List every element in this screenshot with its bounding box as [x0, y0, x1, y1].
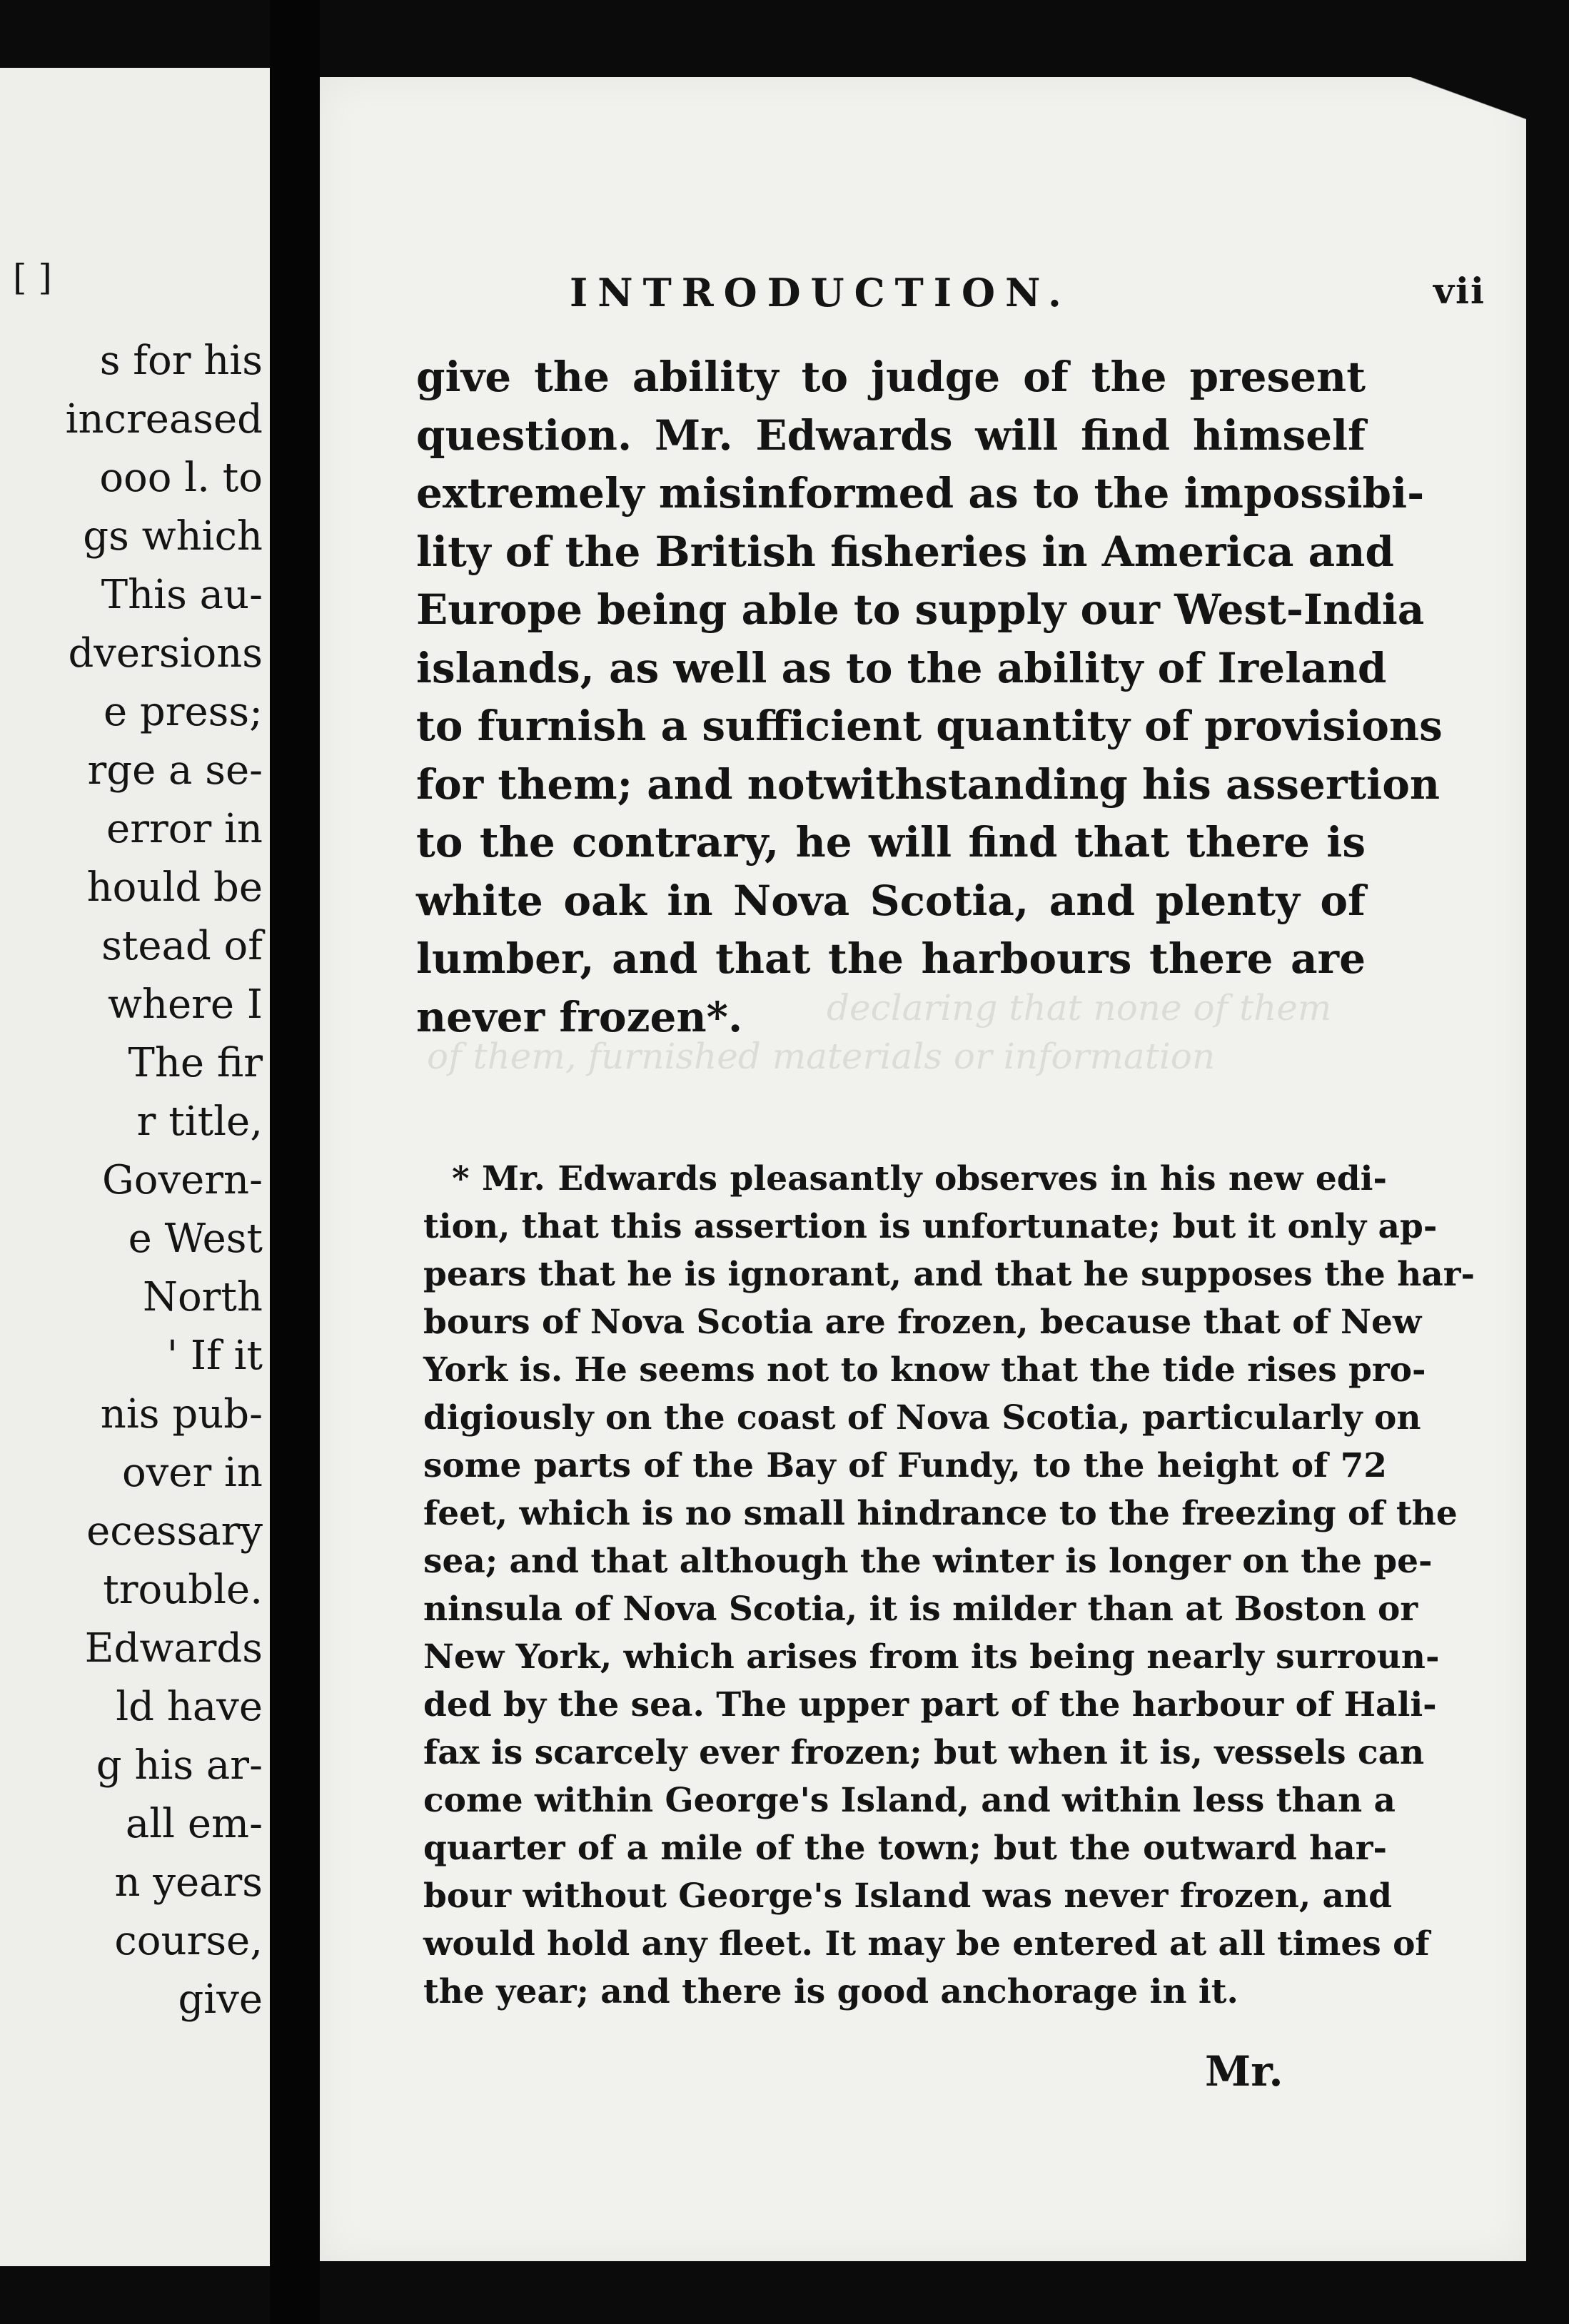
body-line: to the contrary, he will find that there is	[416, 818, 1366, 867]
left-line: ld have	[116, 1684, 263, 1730]
left-line: The fir	[128, 1040, 263, 1086]
footnote-line: feet, which is no small hindrance to the freezing of the	[423, 1494, 1458, 1533]
left-line: rge a se-	[87, 747, 263, 794]
left-line: give	[178, 1976, 263, 2023]
footnote-line: * Mr. Edwards pleasantly observes in his new edi-	[452, 1159, 1387, 1198]
footnote-line: fax is scarcely ever frozen; but when it is, vessels can	[423, 1733, 1425, 1772]
left-line: Govern-	[102, 1157, 263, 1203]
left-line: ecessary	[86, 1508, 263, 1555]
left-line: ' If it	[166, 1333, 263, 1379]
left-page-header: [ ]	[13, 257, 52, 298]
facing-page-left	[0, 68, 270, 2266]
left-line: hould be	[86, 864, 263, 911]
body-line: extremely misinformed as to the impossibi-	[416, 469, 1425, 517]
body-line: give the ability to judge of the present	[416, 353, 1366, 401]
footnote-line: New York, which arises from its being nearly surroun-	[423, 1637, 1440, 1677]
footnote	[423, 1155, 1475, 2016]
body-line: never frozen*.	[416, 992, 743, 1041]
body-line: white oak in Nova Scotia, and plenty of	[416, 876, 1366, 925]
body-line: lumber, and that the harbours there are	[416, 934, 1366, 983]
left-line: where I	[108, 981, 263, 1028]
left-line: all em-	[125, 1801, 263, 1847]
left-line: e West	[128, 1216, 263, 1262]
body-line: to furnish a sufficient quantity of provisions	[416, 702, 1443, 750]
left-line: error in	[106, 806, 263, 852]
show-through-line: declaring that none of them	[827, 987, 1332, 1029]
left-line: nis pub-	[100, 1391, 263, 1438]
page-number: vii	[1433, 270, 1486, 312]
page-corner-curl	[1398, 77, 1526, 134]
left-page-text	[66, 332, 263, 2029]
book-gutter	[270, 0, 320, 2324]
left-line: This au-	[101, 572, 263, 618]
body-line: Europe being able to supply our West-India	[416, 585, 1425, 634]
left-line: North	[142, 1274, 263, 1320]
left-line: r title,	[136, 1098, 263, 1145]
body-line: lity of the British fisheries in America and	[416, 527, 1394, 576]
footnote-line: come within George's Island, and within less than a	[423, 1781, 1396, 1820]
left-line: s for his	[99, 338, 263, 384]
body-line: islands, as well as to the ability of Ireland	[416, 643, 1387, 692]
footnote-line: pears that he is ignorant, and that he supposes the har-	[423, 1255, 1475, 1294]
body-text	[416, 348, 1443, 1046]
left-line: Edwards	[84, 1625, 263, 1672]
left-line: g his ar-	[96, 1742, 263, 1789]
left-line: stead of	[101, 923, 263, 969]
left-line: n years	[114, 1859, 263, 1906]
footnote-line: would hold any fleet. It may be entered at all times of	[423, 1924, 1430, 1964]
footnote-line: tion, that this assertion is unfortunate; but it only ap-	[423, 1207, 1438, 1246]
footnote-line: sea; and that although the winter is longer on the pe-	[423, 1542, 1433, 1581]
show-through-text	[427, 984, 1348, 1081]
body-line: for them; and notwithstanding his assertion	[416, 759, 1441, 809]
catchword: Mr.	[1205, 2047, 1283, 2096]
left-line: gs which	[83, 513, 263, 560]
left-line: dversions	[68, 630, 263, 677]
body-line: question. Mr. Edwards will find himself	[416, 410, 1366, 460]
main-page	[320, 77, 1526, 2261]
left-line: ooo l. to	[99, 455, 263, 501]
footnote-line: digiously on the coast of Nova Scotia, particularly on	[423, 1398, 1421, 1438]
footnote-line: the year; and there is good anchorage in it.	[423, 1972, 1238, 2011]
footnote-line: bours of Nova Scotia are frozen, because that of New	[423, 1303, 1422, 1342]
footnote-line: quarter of a mile of the town; but the outward har-	[423, 1829, 1387, 1868]
left-line: course,	[114, 1918, 263, 1964]
left-line: trouble.	[103, 1567, 263, 1613]
running-title: INTRODUCTION.	[570, 270, 1071, 315]
left-line: over in	[121, 1450, 263, 1496]
show-through-line: of them, furnished materials or information	[427, 1036, 1216, 1077]
footnote-line: bour without George's Island was never frozen, and	[423, 1876, 1393, 1916]
footnote-line: York is. He seems not to know that the tide rises pro-	[423, 1350, 1426, 1390]
left-line: e press;	[103, 689, 263, 735]
footnote-line: ded by the sea. The upper part of the harbour of Hali-	[423, 1685, 1437, 1724]
footnote-line: ninsula of Nova Scotia, it is milder than at Boston or	[423, 1590, 1418, 1629]
left-line: increased	[65, 396, 263, 443]
footnote-line: some parts of the Bay of Fundy, to the height of 72	[423, 1446, 1387, 1485]
